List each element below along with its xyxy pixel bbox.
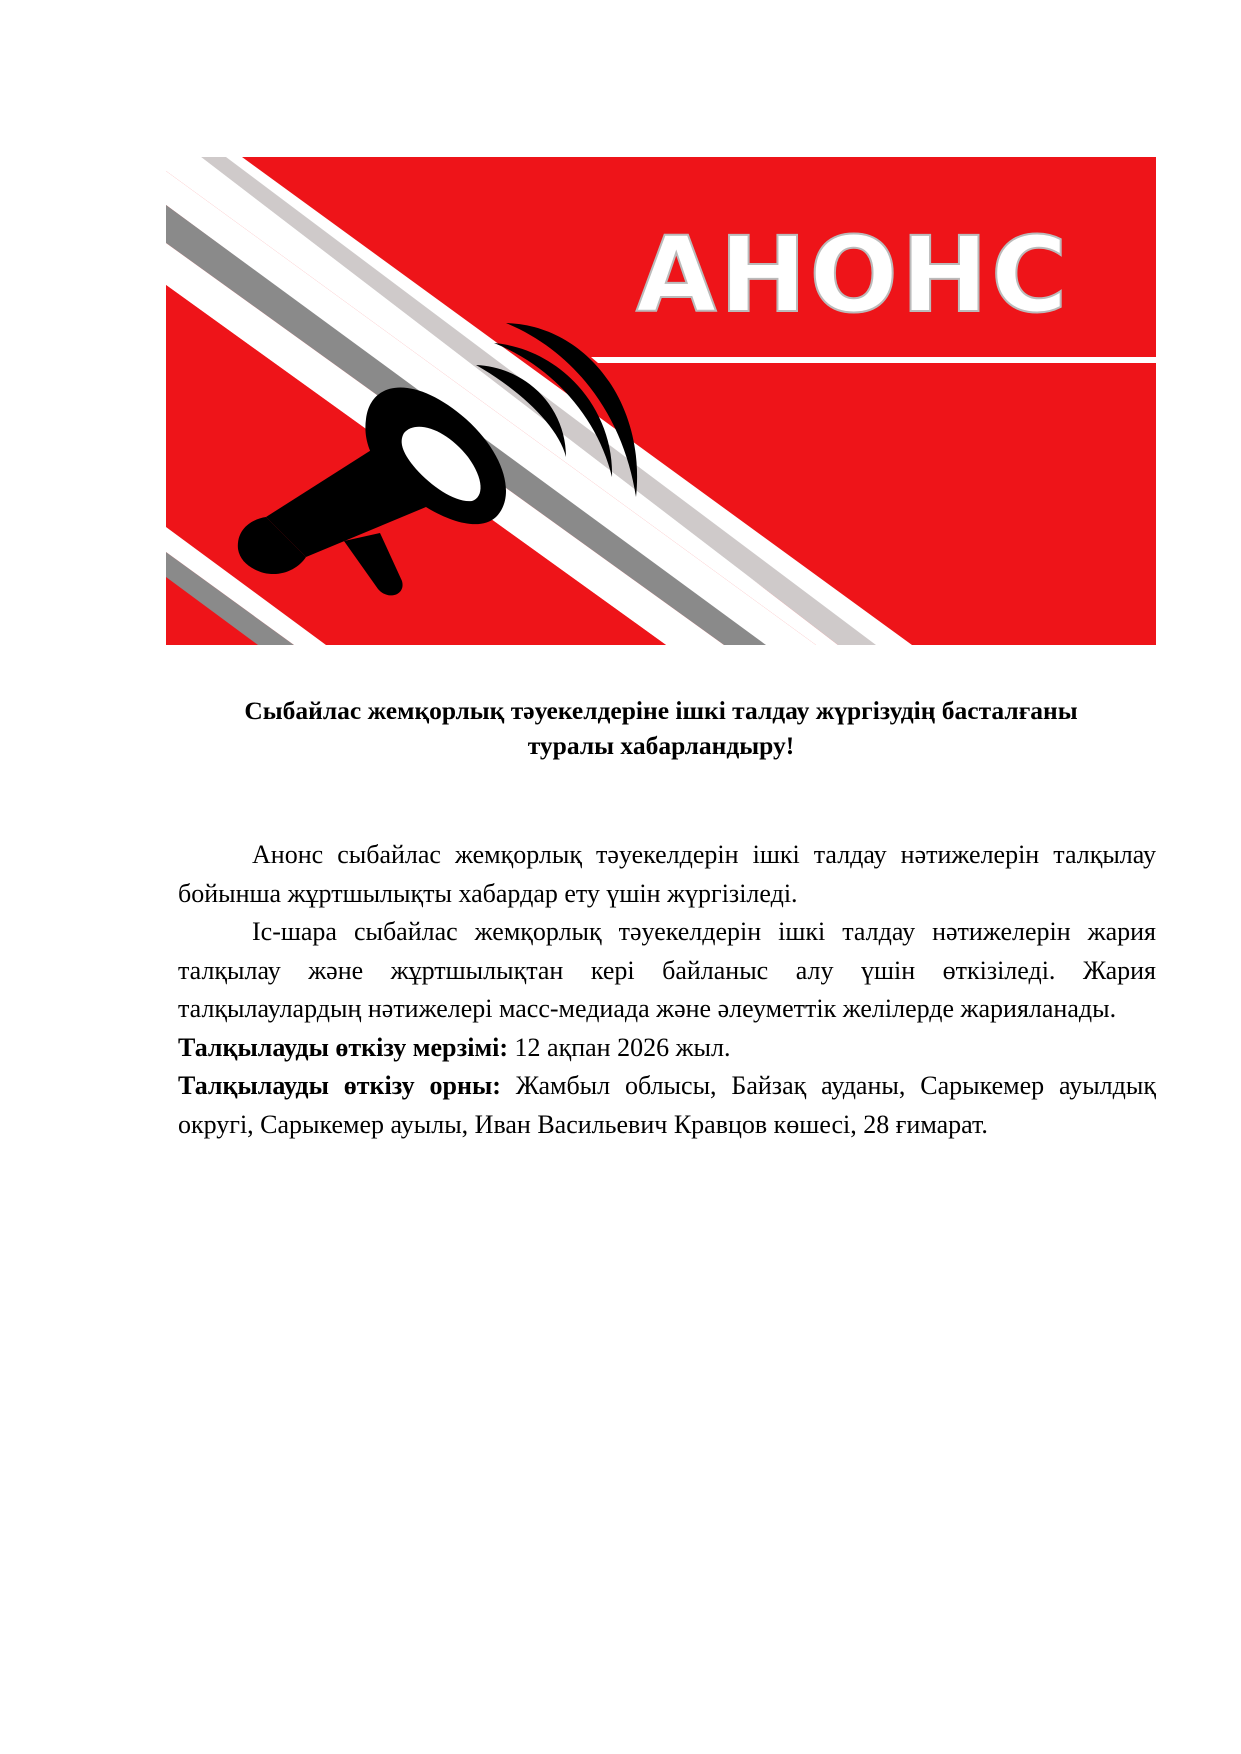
- discussion-date: [178, 1029, 1156, 1068]
- announcement-banner: [166, 157, 1156, 645]
- date-value: 12 ақпан 2026 жыл.: [508, 1032, 731, 1062]
- banner-underline: [591, 357, 1156, 363]
- place-value: Жамбыл облысы, Байзақ ауданы, Сарыкемер ауылдық округі, Сарыкемер ауылы, Иван Васильевич Кравцов көшесі, 28 ғимарат.: [178, 1071, 1156, 1139]
- announcement-body: [178, 836, 1156, 1144]
- discussion-place: [178, 1067, 1156, 1144]
- announcement-title: [166, 693, 1156, 763]
- paragraph-purpose: Анонс сыбайлас жемқорлық тәуекелдерін ішкі талдау нәтижелерін талқылау бойынша жұртшылықты хабардар ету үшін жүргізіледі.: [178, 840, 1156, 908]
- paragraph-event: Іс-шара сыбайлас жемқорлық тәуекелдерін ішкі талдау нәтижелерін жария талқылау және жұртшылықтан кері байланыс алу үшін өткізіледі. Жария талқылаулардың нәтижелері масс-медиада және әлеуметтік желілерде жарияланады.: [178, 917, 1156, 1023]
- banner-graphic: [166, 157, 1156, 645]
- date-label: Талқылауды өткізу мерзімі:: [178, 1032, 509, 1062]
- place-label: Талқылауды өткізу орны:: [178, 1071, 501, 1100]
- banner-word: АНОНС: [636, 214, 1071, 336]
- title-line-1: Сыбайлас жемқорлық тәуекелдеріне ішкі талдау жүргізудің басталғаны: [244, 696, 1078, 725]
- title-line-2: туралы хабарландыру!: [527, 731, 795, 760]
